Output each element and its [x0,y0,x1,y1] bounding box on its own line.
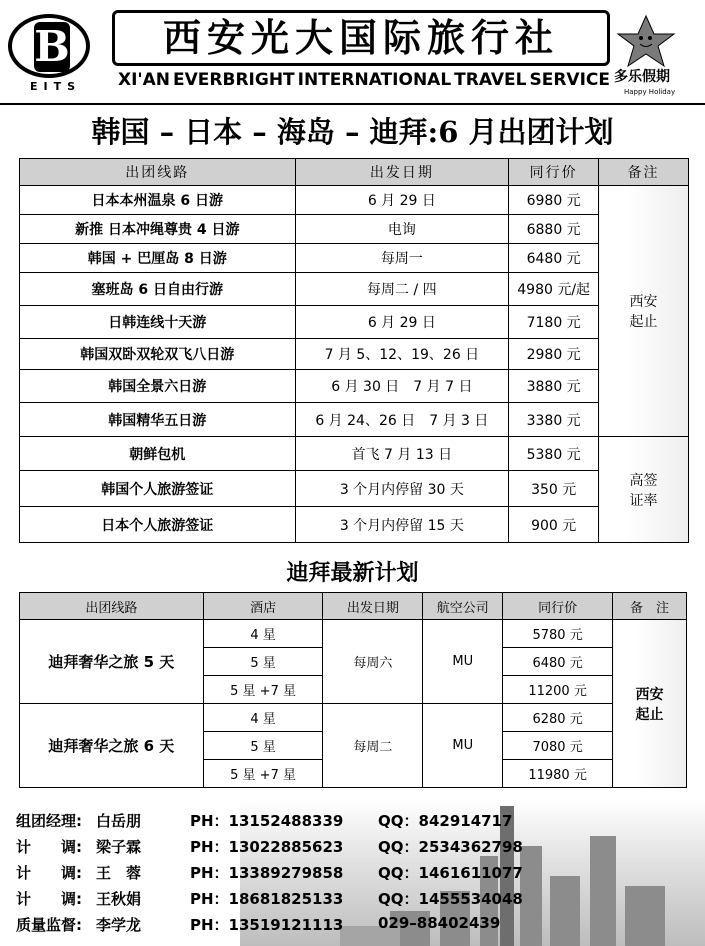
date-cell: 每周二 / 四 [295,273,509,306]
col-date: 出发日期 [295,159,509,186]
contact-qq: QQ：842914717 [378,812,513,830]
en-word: XI'AN [118,70,171,90]
company-name-cn: 西安光大国际旅行社 [112,10,610,66]
en-word: SERVICE [529,70,610,90]
col-price: 同行价 [509,159,599,186]
contact-role: 计 调: [16,890,82,908]
en-word: TRAVEL [454,70,527,90]
price-cell: 3380 元 [509,403,599,437]
route-cell: 日韩连线十天游 [20,306,296,339]
price-cell: 3880 元 [509,370,599,403]
dubai-title: 迪拜最新计划 [286,560,419,586]
star-icon [616,14,686,72]
date-cell: 首飞 7 月 13 日 [295,437,509,471]
table-header [20,593,687,620]
date-cell: 6 月 29 日 [295,186,509,215]
en-word: INTERNATIONAL [297,70,452,90]
date-cell: 每周一 [295,244,509,273]
table-header [20,159,689,186]
hotel-cell: 5 星 +7 星 [203,760,323,788]
route-cell: 韩国个人旅游签证 [20,471,296,507]
route-cell: 韩国双卧双轮双飞八日游 [20,339,296,370]
date-cell: 电询 [295,215,509,244]
route-cell: 朝鲜包机 [20,437,296,471]
hotel-cell: 5 星 [203,732,323,760]
tour-table [19,158,689,543]
price-cell: 900 元 [509,507,599,543]
table-row [20,370,689,403]
date-cell: 7 月 5、12、19、26 日 [295,339,509,370]
table-row [20,306,689,339]
route-cell: 韩国精华五日游 [20,403,296,437]
route-cell: 迪拜奢华之旅 5 天 [20,620,204,704]
contact-qq: QQ：1461611077 [378,864,523,882]
hotel-cell: 5 星 +7 星 [203,676,323,704]
price-cell: 5780 元 [503,620,613,648]
table-row [20,507,689,543]
contact-name: 王秋娟 [96,890,142,908]
route-cell: 日本本州温泉 6 日游 [20,186,296,215]
contact-qq: 029–88402439 [378,914,501,932]
table-row [20,215,689,244]
date-cell: 每周二 [323,704,423,788]
note-cell: 西安 起止 [599,186,689,437]
contact-name: 李学龙 [96,916,142,934]
contact-role: 质量监督: [16,916,82,934]
contact-phone: PH：18681825133 [190,890,344,908]
header [0,0,705,102]
col-route: 出团线路 [20,159,296,186]
airline-cell: MU [423,620,503,704]
contact-phone: PH：13152488339 [190,812,344,830]
price-cell: 2980 元 [509,339,599,370]
contact-name: 梁子霖 [96,838,142,856]
date-cell: 3 个月内停留 15 天 [295,507,509,543]
date-cell: 每周六 [323,620,423,704]
price-cell: 6480 元 [509,244,599,273]
hotel-cell: 4 星 [203,620,323,648]
brand-tagline: Happy Holiday [624,88,676,96]
price-cell: 4980 元/起 [509,273,599,306]
col-airline: 航空公司 [423,593,503,620]
contact-role: 计 调: [16,864,82,882]
col-date: 出发日期 [323,593,423,620]
route-cell: 新推 日本冲绳尊贵 4 日游 [20,215,296,244]
logo-letter: B [34,22,70,71]
table-row [20,704,687,732]
price-cell: 7180 元 [509,306,599,339]
table-row [20,403,689,437]
date-cell: 6 月 24、26 日 7 月 3 日 [295,403,509,437]
table-row [20,471,689,507]
note-cell: 高签 证率 [599,437,689,543]
price-cell: 7080 元 [503,732,613,760]
company-name-en [118,70,610,90]
price-cell: 5380 元 [509,437,599,471]
brand-name: 多乐假期 [614,69,670,85]
note-cell: 西安 起止 [613,620,687,788]
hotel-cell: 5 星 [203,648,323,676]
logo-text: EITS [30,80,82,93]
price-cell: 6280 元 [503,704,613,732]
col-note: 备注 [599,159,689,186]
table-row [20,186,689,215]
contact-qq: QQ：2534362798 [378,838,523,856]
price-cell: 11980 元 [503,760,613,788]
route-cell: 迪拜奢华之旅 6 天 [20,704,204,788]
route-cell: 韩国全景六日游 [20,370,296,403]
price-cell: 6480 元 [503,648,613,676]
contact-phone: PH：13389279858 [190,864,344,882]
route-cell: 韩国 + 巴厘岛 8 日游 [20,244,296,273]
col-hotel: 酒店 [203,593,323,620]
price-cell: 6880 元 [509,215,599,244]
contact-footer [0,800,705,946]
table-row [20,273,689,306]
header-divider [0,103,705,105]
contact-name: 王 蓉 [96,864,142,882]
contact-role: 计 调: [16,838,82,856]
main-title: 韩国 – 日本 – 海岛 – 迪拜:6 月出团计划 [91,115,614,149]
hotel-cell: 4 星 [203,704,323,732]
dubai-table [19,592,687,788]
route-cell: 塞班岛 6 日自由行游 [20,273,296,306]
en-word: EVERBRIGHT [173,70,295,90]
contact-phone: PH：13519121113 [190,916,344,934]
col-price: 同行价 [503,593,613,620]
company-logo [8,14,90,78]
table-row [20,339,689,370]
date-cell: 3 个月内停留 30 天 [295,471,509,507]
contact-phone: PH：13022885623 [190,838,344,856]
airline-cell: MU [423,704,503,788]
date-cell: 6 月 30 日 7 月 7 日 [295,370,509,403]
contact-name: 白岳朋 [96,812,142,830]
col-note: 备 注 [613,593,687,620]
date-cell: 6 月 29 日 [295,306,509,339]
price-cell: 350 元 [509,471,599,507]
col-route: 出团线路 [20,593,204,620]
contact-role: 组团经理: [16,812,82,830]
contact-qq: QQ：1455534048 [378,890,523,908]
table-row [20,244,689,273]
route-cell: 日本个人旅游签证 [20,507,296,543]
table-row [20,620,687,648]
price-cell: 11200 元 [503,676,613,704]
table-row [20,437,689,471]
price-cell: 6980 元 [509,186,599,215]
